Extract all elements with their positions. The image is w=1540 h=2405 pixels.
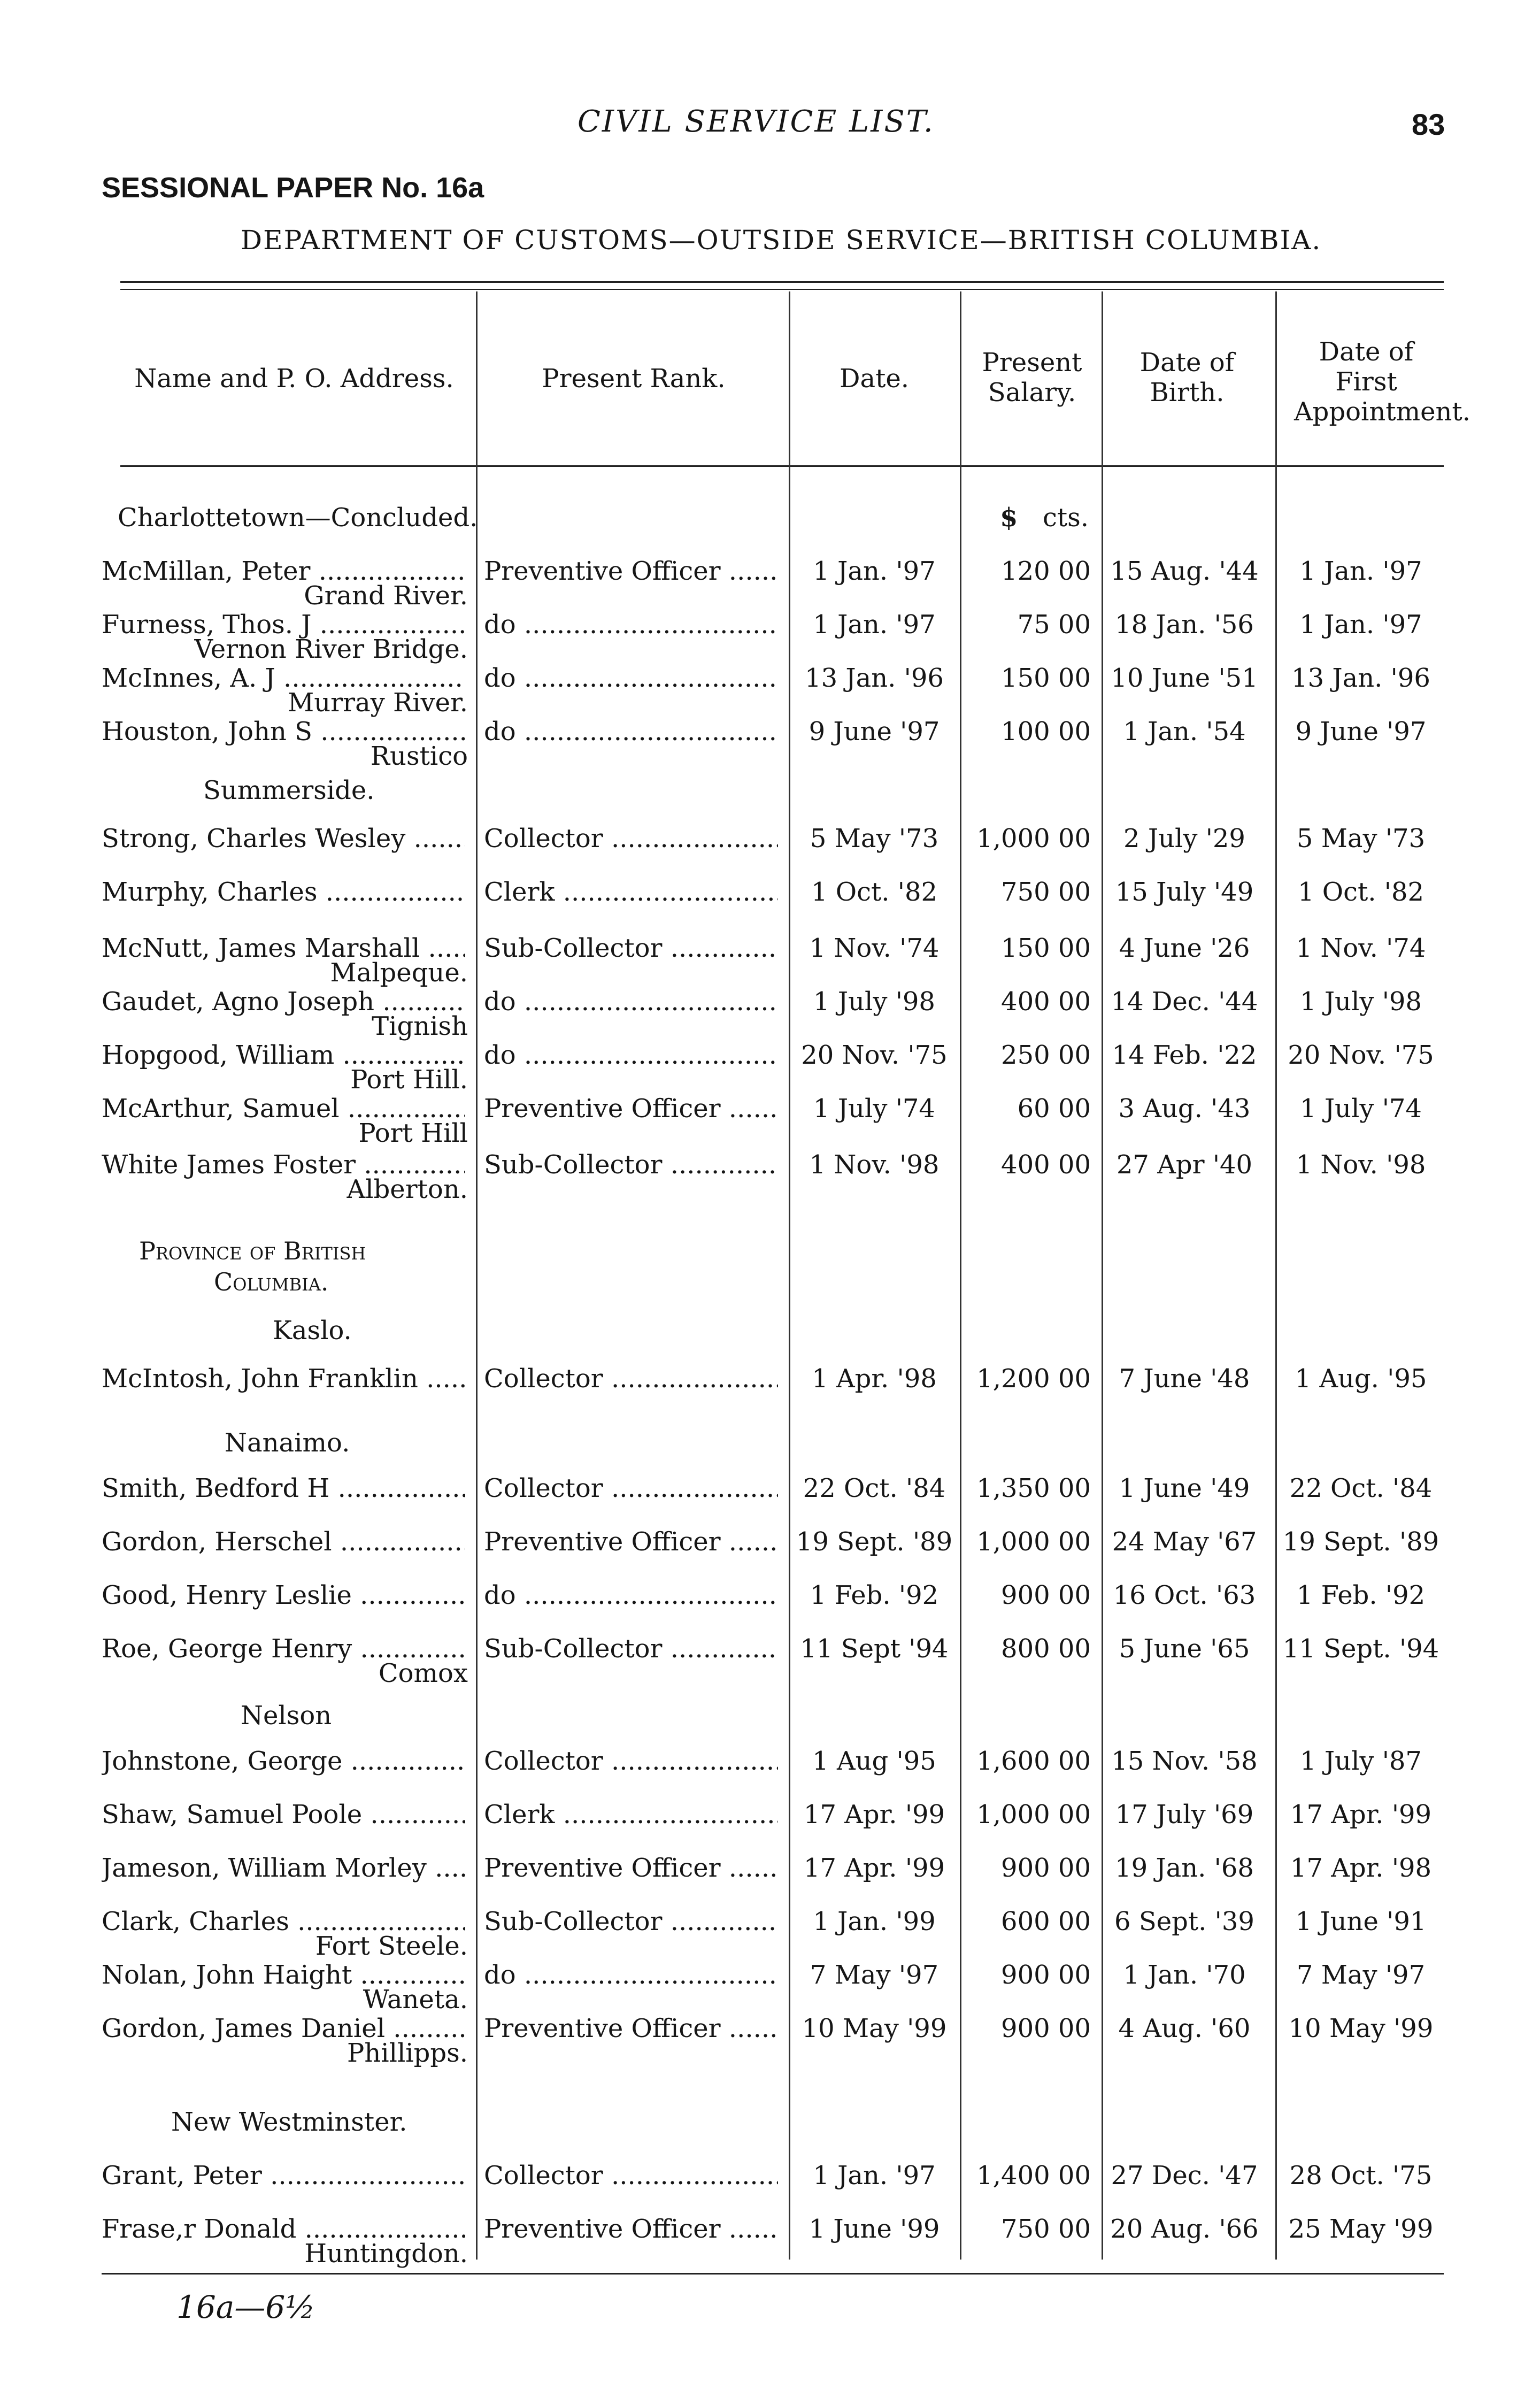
row-date: 1 July '98: [813, 987, 935, 1017]
row-first-appointment: 13 Jan. '96: [1291, 663, 1430, 693]
row-name: Hopgood, William .....: [102, 1040, 465, 1070]
row-salary: 150 00: [1001, 663, 1091, 693]
row-first-appointment: 1 June '91: [1295, 1907, 1427, 1937]
row-first-appointment: 1 July '87: [1300, 1746, 1422, 1776]
row-salary: 1,400 00: [976, 2161, 1091, 2191]
section-province-bc-line2: Columbia.: [214, 1267, 329, 1296]
row-rank: Sub-Collector .....: [484, 1150, 778, 1180]
row-first-appointment: 1 Oct. '82: [1297, 877, 1424, 907]
row-birth-date: 15 Nov. '58: [1111, 1746, 1258, 1776]
row-name: Murphy, Charles .....: [102, 877, 465, 907]
table-row: [0, 1907, 1540, 1960]
row-date: 22 Oct. '84: [803, 1473, 946, 1503]
row-first-appointment: 25 May '99: [1288, 2214, 1434, 2244]
row-first-appointment: 9 June '97: [1295, 717, 1427, 747]
row-salary: 400 00: [1001, 1150, 1091, 1180]
table-row: [0, 717, 1540, 770]
row-name: Grant, Peter .....: [102, 2161, 465, 2191]
row-birth-date: 7 June '48: [1119, 1364, 1250, 1394]
row-salary: 120 00: [1001, 556, 1091, 586]
table-row: [0, 1580, 1540, 1634]
row-rank: do .....: [484, 1960, 778, 1990]
table-row: [0, 1960, 1540, 2014]
table-row: [0, 1094, 1540, 1147]
row-first-appointment: 5 May '73: [1296, 824, 1426, 854]
table-row: [0, 1364, 1540, 1417]
salary-cents-label: cts.: [1043, 503, 1089, 533]
row-rank: Preventive Officer .....: [484, 1853, 778, 1883]
row-name: Gaudet, Agno Joseph .....: [102, 987, 465, 1017]
continued-heading: Charlottetown—Concluded.: [118, 503, 478, 533]
row-name: Johnstone, George .....: [102, 1746, 465, 1776]
row-date: 19 Sept. '89: [796, 1527, 953, 1557]
row-rank: Sub-Collector .....: [484, 1634, 778, 1664]
row-birth-date: 27 Apr '40: [1116, 1150, 1253, 1180]
row-rank: Collector .....: [484, 1746, 778, 1776]
row-name: Clark, Charles .....: [102, 1907, 465, 1937]
row-birth-date: 5 June '65: [1119, 1634, 1250, 1664]
row-name: McMillan, Peter .....: [102, 556, 465, 586]
row-birth-date: 10 June '51: [1111, 663, 1258, 693]
row-rank: do .....: [484, 610, 778, 640]
row-date: 1 Feb. '92: [810, 1580, 939, 1610]
row-name: Jameson, William Morley .....: [102, 1853, 465, 1883]
row-date: 7 May '97: [810, 1960, 939, 1990]
table-row: [0, 1150, 1540, 1203]
row-name: White James Foster .....: [102, 1150, 465, 1180]
row-first-appointment: 1 Nov. '98: [1296, 1150, 1426, 1180]
row-date: 17 Apr. '99: [803, 1800, 945, 1830]
row-first-appointment: 1 Jan. '97: [1299, 556, 1422, 586]
col-header-birth: Date of Birth.: [1139, 348, 1235, 408]
row-date: 1 July '74: [813, 1094, 935, 1124]
table-row: [0, 2214, 1540, 2268]
col-header-salary: Present Salary.: [982, 348, 1082, 408]
row-birth-date: 1 Jan. '54: [1123, 717, 1246, 747]
row-location: Vernon River Bridge.: [194, 634, 468, 664]
table-row: [0, 1746, 1540, 1800]
row-date: 9 June '97: [808, 717, 940, 747]
row-date: 1 Jan. '97: [813, 2161, 936, 2191]
row-birth-date: 19 Jan. '68: [1115, 1853, 1254, 1883]
row-location: Comox: [378, 1658, 468, 1688]
section-kaslo: Kaslo.: [273, 1316, 352, 1346]
row-date: 13 Jan. '96: [805, 663, 944, 693]
footer-signature: 16a—6½: [176, 2289, 315, 2325]
row-birth-date: 18 Jan. '56: [1115, 610, 1254, 640]
row-salary: 60 00: [1017, 1094, 1091, 1124]
table-row: [0, 2161, 1540, 2214]
row-name: Shaw, Samuel Poole .....: [102, 1800, 465, 1830]
row-location: Port Hill: [358, 1118, 468, 1148]
row-salary: 100 00: [1001, 717, 1091, 747]
row-first-appointment: 17 Apr. '99: [1290, 1800, 1432, 1830]
row-date: 11 Sept '94: [800, 1634, 949, 1664]
row-first-appointment: 1 Jan. '97: [1299, 610, 1422, 640]
row-birth-date: 4 Aug. '60: [1118, 2014, 1251, 2043]
row-birth-date: 14 Dec. '44: [1111, 987, 1258, 1017]
row-birth-date: 4 June '26: [1119, 933, 1250, 963]
table-row: [0, 933, 1540, 987]
row-salary: 1,000 00: [976, 1527, 1091, 1557]
row-birth-date: 15 Aug. '44: [1110, 556, 1259, 586]
row-first-appointment: 7 May '97: [1296, 1960, 1426, 1990]
row-date: 1 Oct. '82: [811, 877, 938, 907]
row-name: Gordon, James Daniel .....: [102, 2014, 465, 2043]
row-salary: 150 00: [1001, 933, 1091, 963]
row-birth-date: 1 Jan. '70: [1123, 1960, 1246, 1990]
row-date: 1 Aug '95: [812, 1746, 936, 1776]
row-first-appointment: 28 Oct. '75: [1289, 2161, 1433, 2191]
row-salary: 750 00: [1001, 2214, 1091, 2244]
row-date: 1 Nov. '98: [809, 1150, 940, 1180]
header-bottom-rule: [120, 465, 1444, 467]
row-location: Malpeque.: [330, 958, 468, 988]
row-name: Roe, George Henry .....: [102, 1634, 465, 1664]
table-row: [0, 1040, 1540, 1094]
row-salary: 1,000 00: [976, 824, 1091, 854]
row-first-appointment: 1 Nov. '74: [1296, 933, 1426, 963]
section-nelson: Nelson: [241, 1701, 332, 1731]
row-birth-date: 2 July '29: [1123, 824, 1245, 854]
col-header-name: Name and P. O. Address.: [134, 364, 454, 394]
row-rank: Collector .....: [484, 2161, 778, 2191]
row-location: Grand River.: [304, 581, 468, 611]
row-rank: do .....: [484, 1580, 778, 1610]
row-rank: Preventive Officer .....: [484, 1527, 778, 1557]
table-top-rule: [120, 281, 1444, 283]
row-date: 1 Apr. '98: [812, 1364, 937, 1394]
row-first-appointment: 1 July '74: [1300, 1094, 1422, 1124]
department-title: DEPARTMENT OF CUSTOMS—OUTSIDE SERVICE—BRITISH COLUMBIA.: [241, 225, 1322, 256]
row-date: 1 June '99: [808, 2214, 940, 2244]
table-bottom-rule: [102, 2273, 1444, 2275]
row-salary: 250 00: [1001, 1040, 1091, 1070]
row-name: McArthur, Samuel .....: [102, 1094, 465, 1124]
row-birth-date: 15 July '49: [1115, 877, 1254, 907]
row-salary: 600 00: [1001, 1907, 1091, 1937]
col-header-date: Date.: [839, 364, 910, 394]
row-salary: 400 00: [1001, 987, 1091, 1017]
table-row: [0, 1473, 1540, 1527]
row-first-appointment: 19 Sept. '89: [1282, 1527, 1439, 1557]
table-row: [0, 610, 1540, 663]
row-birth-date: 27 Dec. '47: [1111, 2161, 1258, 2191]
section-nanaimo: Nanaimo.: [225, 1428, 350, 1458]
row-date: 1 Jan. '97: [813, 610, 936, 640]
section-province-bc-line1: Province of British: [139, 1236, 366, 1265]
table-row: [0, 556, 1540, 610]
row-location: Tignish: [372, 1011, 468, 1041]
row-name: McIntosh, John Franklin .....: [102, 1364, 465, 1394]
row-name: Houston, John S .....: [102, 717, 465, 747]
row-rank: Collector .....: [484, 824, 778, 854]
row-rank: Preventive Officer .....: [484, 2214, 778, 2244]
col-header-first: Date of First Appointment.: [1294, 337, 1470, 427]
row-birth-date: 1 June '49: [1119, 1473, 1250, 1503]
row-rank: Sub-Collector .....: [484, 933, 778, 963]
salary-dollar-label: $: [1000, 503, 1018, 533]
row-rank: Preventive Officer .....: [484, 556, 778, 586]
row-rank: Collector .....: [484, 1364, 778, 1394]
row-rank: Clerk .....: [484, 1800, 778, 1830]
row-name: Frase,r Donald .....: [102, 2214, 465, 2244]
row-birth-date: 20 Aug. '66: [1110, 2214, 1259, 2244]
row-first-appointment: 1 Feb. '92: [1296, 1580, 1426, 1610]
row-location: Waneta.: [363, 1985, 468, 2015]
table-row: [0, 987, 1540, 1040]
table-row: [0, 2014, 1540, 2067]
table-row: [0, 1853, 1540, 1907]
row-location: Fort Steele.: [315, 1931, 468, 1961]
section-new-westminster: New Westminster.: [171, 2107, 407, 2137]
table-row: [0, 877, 1540, 931]
row-first-appointment: 1 Aug. '95: [1295, 1364, 1427, 1394]
row-salary: 900 00: [1001, 1853, 1091, 1883]
row-first-appointment: 1 July '98: [1300, 987, 1422, 1017]
row-salary: 1,200 00: [976, 1364, 1091, 1394]
row-name: Smith, Bedford H .....: [102, 1473, 465, 1503]
row-rank: do .....: [484, 1040, 778, 1070]
row-location: Port Hill.: [350, 1065, 468, 1095]
row-location: Alberton.: [346, 1174, 468, 1204]
sessional-paper-label: SESSIONAL PAPER No. 16a: [102, 172, 484, 204]
row-birth-date: 24 May '67: [1112, 1527, 1257, 1557]
row-name: McInnes, A. J .....: [102, 663, 465, 693]
row-rank: Clerk .....: [484, 877, 778, 907]
row-first-appointment: 10 May '99: [1288, 2014, 1434, 2043]
row-first-appointment: 22 Oct. '84: [1289, 1473, 1433, 1503]
page-number: 83: [1412, 107, 1445, 141]
row-first-appointment: 17 Apr. '98: [1290, 1853, 1432, 1883]
table-row: [0, 663, 1540, 717]
row-rank: Preventive Officer .....: [484, 2014, 778, 2043]
row-location: Huntingdon.: [304, 2239, 468, 2269]
row-salary: 1,000 00: [976, 1800, 1091, 1830]
row-date: 1 Jan. '97: [813, 556, 936, 586]
table-row: [0, 1800, 1540, 1853]
col-header-rank: Present Rank.: [542, 364, 726, 394]
row-location: Rustico: [370, 741, 468, 771]
row-name: Nolan, John Haight .....: [102, 1960, 465, 1990]
row-location: Phillipps.: [347, 2038, 468, 2068]
row-salary: 900 00: [1001, 2014, 1091, 2043]
row-rank: do .....: [484, 663, 778, 693]
table-row: [0, 1634, 1540, 1687]
row-name: Good, Henry Leslie .....: [102, 1580, 465, 1610]
row-name: Gordon, Herschel .....: [102, 1527, 465, 1557]
row-name: Furness, Thos. J .....: [102, 610, 465, 640]
row-date: 10 May '99: [802, 2014, 947, 2043]
row-rank: Collector .....: [484, 1473, 778, 1503]
row-date: 17 Apr. '99: [803, 1853, 945, 1883]
table-row: [0, 824, 1540, 877]
row-date: 1 Jan. '99: [813, 1907, 936, 1937]
row-date: 1 Nov. '74: [809, 933, 940, 963]
table-row: [0, 1527, 1540, 1580]
row-rank: do .....: [484, 987, 778, 1017]
row-birth-date: 14 Feb. '22: [1112, 1040, 1257, 1070]
row-salary: 1,600 00: [976, 1746, 1091, 1776]
row-birth-date: 16 Oct. '63: [1113, 1580, 1256, 1610]
row-rank: do .....: [484, 717, 778, 747]
row-salary: 900 00: [1001, 1960, 1091, 1990]
row-first-appointment: 11 Sept. '94: [1282, 1634, 1439, 1664]
row-salary: 800 00: [1001, 1634, 1091, 1664]
row-salary: 750 00: [1001, 877, 1091, 907]
row-rank: Sub-Collector .....: [484, 1907, 778, 1937]
row-first-appointment: 20 Nov. '75: [1288, 1040, 1434, 1070]
running-header: CIVIL SERVICE LIST.: [578, 104, 935, 139]
row-name: McNutt, James Marshall .....: [102, 933, 465, 963]
row-salary: 1,350 00: [976, 1473, 1091, 1503]
row-date: 5 May '73: [810, 824, 939, 854]
row-birth-date: 17 July '69: [1115, 1800, 1254, 1830]
row-date: 20 Nov. '75: [801, 1040, 948, 1070]
row-name: Strong, Charles Wesley .....: [102, 824, 465, 854]
section-summerside: Summerside.: [203, 775, 375, 805]
row-birth-date: 3 Aug. '43: [1118, 1094, 1251, 1124]
row-birth-date: 6 Sept. '39: [1114, 1907, 1254, 1937]
row-salary: 900 00: [1001, 1580, 1091, 1610]
table-top-rule-2: [120, 289, 1444, 290]
row-salary: 75 00: [1017, 610, 1091, 640]
row-rank: Preventive Officer .....: [484, 1094, 778, 1124]
row-location: Murray River.: [288, 688, 468, 718]
